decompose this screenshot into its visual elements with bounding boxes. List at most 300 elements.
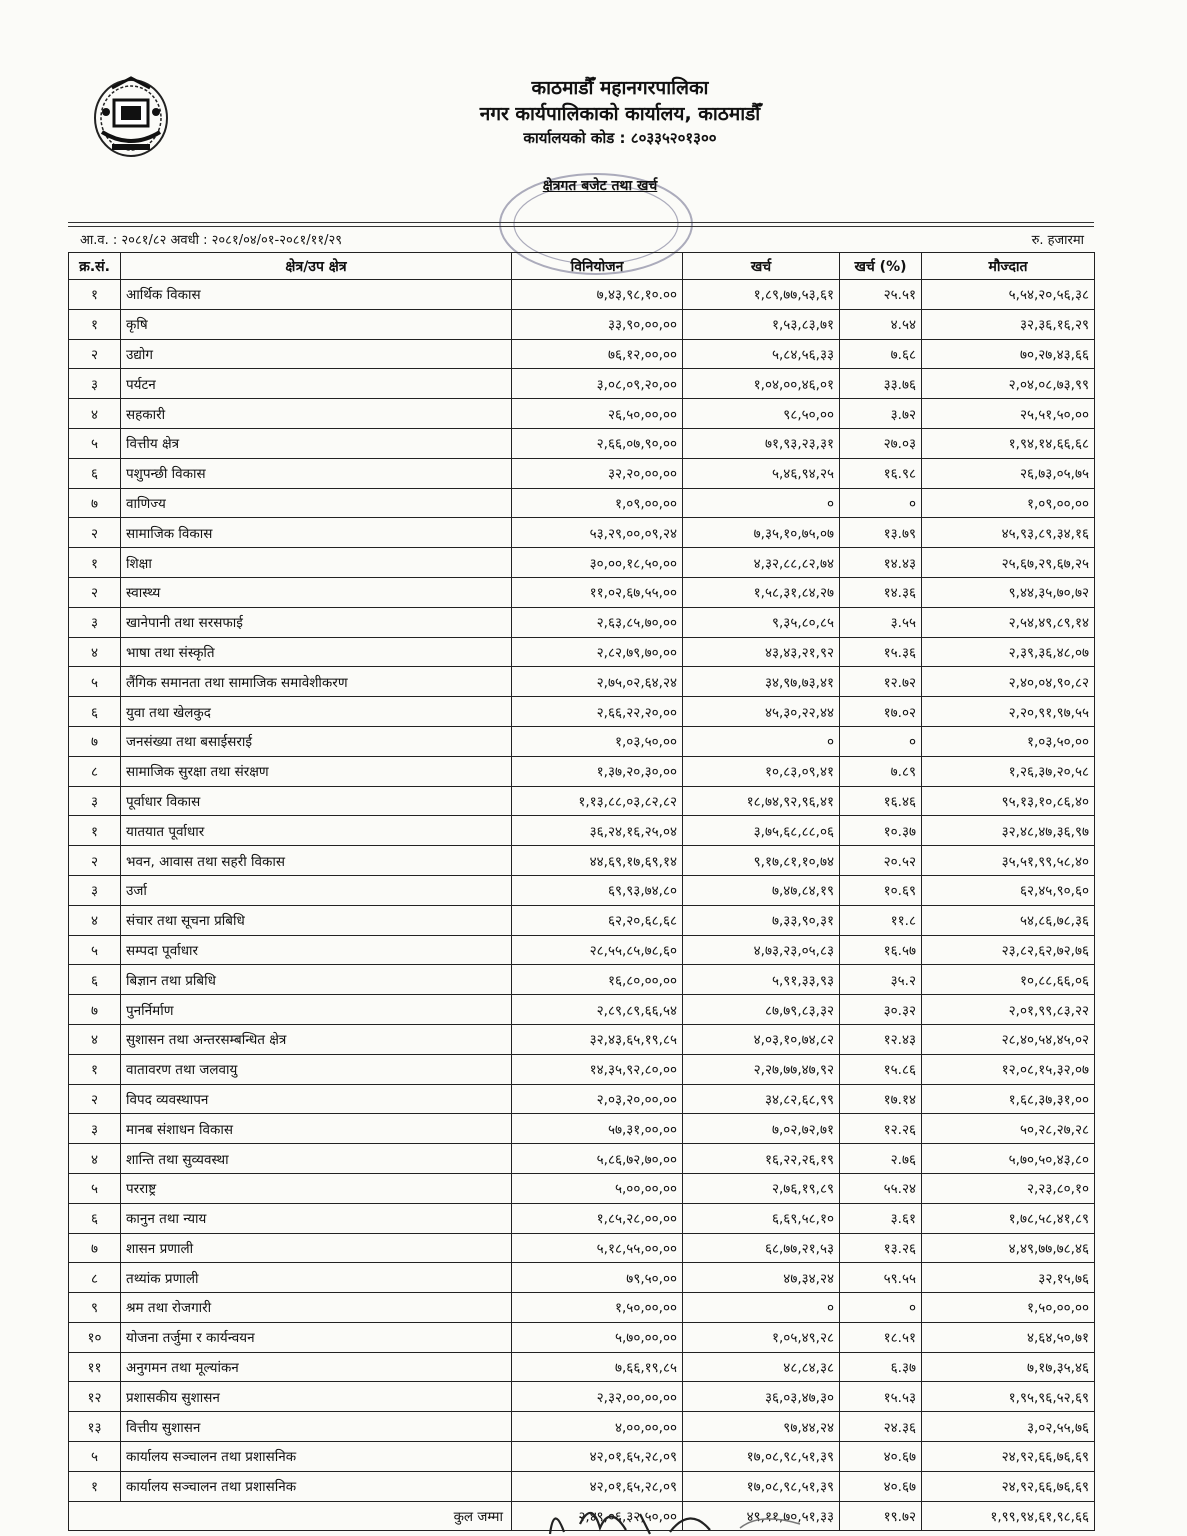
sector-budget-table bbox=[68, 252, 1095, 1531]
row-sector: शिक्षा bbox=[121, 548, 512, 578]
row-allocation: १,०३,५०,०० bbox=[512, 726, 683, 756]
row-expense: १६,२२,२६,१९ bbox=[683, 1144, 840, 1174]
row-serial: २ bbox=[69, 1084, 121, 1114]
row-allocation: २,८९,८९,६६,५४ bbox=[512, 995, 683, 1025]
row-expense-pct: १७.०२ bbox=[840, 697, 922, 727]
row-serial: १० bbox=[69, 1322, 121, 1352]
col-header-sn: क्र.सं. bbox=[69, 253, 121, 280]
row-balance: २४,९२,६६,७६,६९ bbox=[922, 1471, 1095, 1501]
row-serial: ५ bbox=[69, 428, 121, 458]
row-expense-pct: ७.६८ bbox=[840, 339, 922, 369]
row-balance: २५,६७,२९,६७,२५ bbox=[922, 548, 1095, 578]
row-expense: ५,९१,३३,९३ bbox=[683, 965, 840, 995]
row-serial: ७ bbox=[69, 726, 121, 756]
row-expense-pct: १६.९८ bbox=[840, 458, 922, 488]
row-expense: ७१,९३,२३,३१ bbox=[683, 428, 840, 458]
table-row bbox=[69, 905, 1095, 935]
row-balance: २५,५१,५०,०० bbox=[922, 399, 1095, 429]
row-balance: २,०१,९९,८३,२२ bbox=[922, 995, 1095, 1025]
col-header-expense-pct: खर्च (%) bbox=[840, 253, 922, 280]
row-serial: ६ bbox=[69, 697, 121, 727]
row-serial: १३ bbox=[69, 1412, 121, 1442]
row-serial: ३ bbox=[69, 607, 121, 637]
row-serial: २ bbox=[69, 339, 121, 369]
row-balance: ६२,४५,९०,६० bbox=[922, 875, 1095, 905]
row-sector: विपद व्यवस्थापन bbox=[121, 1084, 512, 1114]
row-sector: वाणिज्य bbox=[121, 488, 512, 518]
row-allocation: ५७,३१,००,०० bbox=[512, 1114, 683, 1144]
table-row bbox=[69, 280, 1095, 310]
row-serial: ३ bbox=[69, 369, 121, 399]
row-allocation: ५,८६,७२,७०,०० bbox=[512, 1144, 683, 1174]
row-expense-pct: ६.३७ bbox=[840, 1352, 922, 1382]
row-allocation: २८,५५,८५,७८,६० bbox=[512, 935, 683, 965]
row-balance: १०,८८,६६,०६ bbox=[922, 965, 1095, 995]
row-serial: ३ bbox=[69, 786, 121, 816]
row-allocation: ७९,५०,०० bbox=[512, 1263, 683, 1293]
row-balance: ९,४४,३५,७०,७२ bbox=[922, 577, 1095, 607]
row-allocation: ३०,००,१८,५०,०० bbox=[512, 548, 683, 578]
row-serial: ४ bbox=[69, 1144, 121, 1174]
row-expense: ० bbox=[683, 726, 840, 756]
row-balance: २,५४,४९,८९,१४ bbox=[922, 607, 1095, 637]
table-row bbox=[69, 816, 1095, 846]
table-row bbox=[69, 637, 1095, 667]
row-expense: १,०५,४९,२८ bbox=[683, 1322, 840, 1352]
row-allocation: ४२,०१,६५,२८,०९ bbox=[512, 1442, 683, 1472]
row-expense: १७,०८,९८,५१,३९ bbox=[683, 1471, 840, 1501]
row-expense-pct: ३५.२ bbox=[840, 965, 922, 995]
row-sector: उद्योग bbox=[121, 339, 512, 369]
row-allocation: ७,४३,९८,१०.०० bbox=[512, 280, 683, 310]
row-expense-pct: २०.५२ bbox=[840, 846, 922, 876]
row-expense-pct: ५५.२४ bbox=[840, 1173, 922, 1203]
row-sector: भवन, आवास तथा सहरी विकास bbox=[121, 846, 512, 876]
row-sector: यातयात पूर्वाधार bbox=[121, 816, 512, 846]
row-sector: पुनर्निर्माण bbox=[121, 995, 512, 1025]
municipality-name: काठमाडौँ महानगरपालिका bbox=[531, 77, 709, 99]
row-allocation: ४२,०१,६५,२८,०९ bbox=[512, 1471, 683, 1501]
row-expense: २,२७,७७,४७,९२ bbox=[683, 1054, 840, 1084]
row-sector: परराष्ट्र bbox=[121, 1173, 512, 1203]
row-expense: ९,१७,८१,१०,७४ bbox=[683, 846, 840, 876]
row-expense: ३६,०३,४७,३० bbox=[683, 1382, 840, 1412]
row-serial: ३ bbox=[69, 875, 121, 905]
row-balance: २,४०,०४,९०,८२ bbox=[922, 667, 1095, 697]
row-balance: ९५,१३,१०,८६,४० bbox=[922, 786, 1095, 816]
row-expense-pct: ३०.३२ bbox=[840, 995, 922, 1025]
table-row bbox=[69, 428, 1095, 458]
row-sector: सामाजिक विकास bbox=[121, 518, 512, 548]
row-balance: ४,६४,५०,७१ bbox=[922, 1322, 1095, 1352]
row-sector: शासन प्रणाली bbox=[121, 1233, 512, 1263]
row-balance: १,७८,५८,४१,८९ bbox=[922, 1203, 1095, 1233]
table-row bbox=[69, 607, 1095, 637]
row-allocation: २,६६,२२,२०,०० bbox=[512, 697, 683, 727]
row-sector: वित्तीय सुशासन bbox=[121, 1412, 512, 1442]
row-balance: ५,५४,२०,५६,३८ bbox=[922, 280, 1095, 310]
row-expense: ९७,४४,२४ bbox=[683, 1412, 840, 1442]
row-balance: ४,४९,७७,७८,४६ bbox=[922, 1233, 1095, 1263]
row-expense: २,७६,१९,८९ bbox=[683, 1173, 840, 1203]
row-serial: ४ bbox=[69, 637, 121, 667]
row-balance: २४,९२,६६,७६,६९ bbox=[922, 1442, 1095, 1472]
row-serial: १ bbox=[69, 309, 121, 339]
row-expense: ६,६९,५८,१० bbox=[683, 1203, 840, 1233]
row-expense-pct: १२.४३ bbox=[840, 1024, 922, 1054]
row-serial: ८ bbox=[69, 756, 121, 786]
row-balance: ३,०२,५५,७६ bbox=[922, 1412, 1095, 1442]
table-row bbox=[69, 1084, 1095, 1114]
row-balance: ५,७०,५०,४३,८० bbox=[922, 1144, 1095, 1174]
row-balance: १,९५,९६,५२,६९ bbox=[922, 1382, 1095, 1412]
row-sector: संचार तथा सूचना प्रबिधि bbox=[121, 905, 512, 935]
row-expense: १०,८३,०९,४१ bbox=[683, 756, 840, 786]
row-sector: सहकारी bbox=[121, 399, 512, 429]
table-row bbox=[69, 488, 1095, 518]
row-sector: बिज्ञान तथा प्रबिधि bbox=[121, 965, 512, 995]
row-expense-pct: १७.१४ bbox=[840, 1084, 922, 1114]
table-row bbox=[69, 399, 1095, 429]
table-row bbox=[69, 548, 1095, 578]
row-expense-pct: १४.३६ bbox=[840, 577, 922, 607]
row-sector: योजना तर्जुमा र कार्यन्वयन bbox=[121, 1322, 512, 1352]
row-balance: १,२६,३७,२०,५८ bbox=[922, 756, 1095, 786]
row-expense: ८७,७९,८३,३२ bbox=[683, 995, 840, 1025]
row-expense: ७,३५,१०,७५,०७ bbox=[683, 518, 840, 548]
row-sector: कार्यालय सञ्चालन तथा प्रशासनिक bbox=[121, 1471, 512, 1501]
row-balance: १,५०,००,०० bbox=[922, 1293, 1095, 1323]
row-expense: १,५३,८३,७१ bbox=[683, 309, 840, 339]
row-allocation: ११,०२,६७,५५,०० bbox=[512, 577, 683, 607]
row-expense-pct: १२.७२ bbox=[840, 667, 922, 697]
table-row bbox=[69, 756, 1095, 786]
row-balance: २,२०,९१,९७,५५ bbox=[922, 697, 1095, 727]
row-allocation: ५,७०,००,०० bbox=[512, 1322, 683, 1352]
row-expense-pct: ५९.५५ bbox=[840, 1263, 922, 1293]
table-row bbox=[69, 1024, 1095, 1054]
row-serial: ७ bbox=[69, 488, 121, 518]
row-balance: २६,७३,०५,७५ bbox=[922, 458, 1095, 488]
row-allocation: १४,३५,९२,८०,०० bbox=[512, 1054, 683, 1084]
col-header-allocation: विनियोजन bbox=[512, 253, 683, 280]
row-sector: भाषा तथा संस्कृति bbox=[121, 637, 512, 667]
fiscal-period: आ.व. : २०८१/८२ अवधी : २०८१/०४/०१-२०८१/११/२९ bbox=[80, 233, 343, 248]
row-expense-pct: ३.६१ bbox=[840, 1203, 922, 1233]
row-serial: ३ bbox=[69, 1114, 121, 1144]
row-expense-pct: २७.०३ bbox=[840, 428, 922, 458]
table-row bbox=[69, 667, 1095, 697]
row-sector: युवा तथा खेलकुद bbox=[121, 697, 512, 727]
table-row bbox=[69, 995, 1095, 1025]
row-sector: खानेपानी तथा सरसफाई bbox=[121, 607, 512, 637]
row-serial: ४ bbox=[69, 399, 121, 429]
office-code: कार्यालयको कोड : ८०३३५२०१३०० bbox=[523, 129, 717, 147]
row-sector: शान्ति तथा सुव्यवस्था bbox=[121, 1144, 512, 1174]
row-expense: ४७,३४,२४ bbox=[683, 1263, 840, 1293]
row-expense: ० bbox=[683, 488, 840, 518]
row-expense: ४,०३,१०,७४,८२ bbox=[683, 1024, 840, 1054]
row-expense: ३४,९७,७३,४१ bbox=[683, 667, 840, 697]
col-header-sector: क्षेत्र/उप क्षेत्र bbox=[121, 253, 512, 280]
row-expense: १८,७४,९२,९६,४१ bbox=[683, 786, 840, 816]
row-balance: १२,०८,१५,३२,०७ bbox=[922, 1054, 1095, 1084]
row-serial: १ bbox=[69, 548, 121, 578]
row-sector: सम्पदा पूर्वाधार bbox=[121, 935, 512, 965]
row-expense: ७,३३,९०,३१ bbox=[683, 905, 840, 935]
row-expense-pct: २४.३६ bbox=[840, 1412, 922, 1442]
row-balance: ७,१७,३५,४६ bbox=[922, 1352, 1095, 1382]
table-row bbox=[69, 1442, 1095, 1472]
row-expense: ३४,८२,६८,९९ bbox=[683, 1084, 840, 1114]
row-expense-pct: ३३.७६ bbox=[840, 369, 922, 399]
row-expense-pct: २.७६ bbox=[840, 1144, 922, 1174]
row-sector: श्रम तथा रोजगारी bbox=[121, 1293, 512, 1323]
row-balance: ७०,२७,४३,६६ bbox=[922, 339, 1095, 369]
row-expense: १,५८,३१,८४,२७ bbox=[683, 577, 840, 607]
table-row bbox=[69, 577, 1095, 607]
total-balance: १,९९,९४,६१,९८,६६ bbox=[922, 1501, 1095, 1531]
row-expense-pct: ४.५४ bbox=[840, 309, 922, 339]
table-row bbox=[69, 1233, 1095, 1263]
row-balance: ३५,५१,९९,५८,४० bbox=[922, 846, 1095, 876]
row-sector: सुशासन तथा अन्तरसम्बन्धित क्षेत्र bbox=[121, 1024, 512, 1054]
table-row bbox=[69, 1293, 1095, 1323]
row-expense: ४५,३०,२२,४४ bbox=[683, 697, 840, 727]
table-row bbox=[69, 1382, 1095, 1412]
row-sector: मानब संशाधन विकास bbox=[121, 1114, 512, 1144]
row-expense: १,८९,७७,५३,६१ bbox=[683, 280, 840, 310]
row-expense-pct: १४.४३ bbox=[840, 548, 922, 578]
row-serial: ७ bbox=[69, 995, 121, 1025]
row-serial: ६ bbox=[69, 1203, 121, 1233]
row-expense: ५,८४,५६,३३ bbox=[683, 339, 840, 369]
row-balance: ३२,१५,७६ bbox=[922, 1263, 1095, 1293]
row-allocation: १,५०,००,०० bbox=[512, 1293, 683, 1323]
row-sector: वित्तीय क्षेत्र bbox=[121, 428, 512, 458]
row-balance: १,०९,००,०० bbox=[922, 488, 1095, 518]
row-serial: ४ bbox=[69, 1024, 121, 1054]
table-row bbox=[69, 697, 1095, 727]
row-serial: ४ bbox=[69, 905, 121, 935]
row-allocation: ३२,४३,६५,१९,८५ bbox=[512, 1024, 683, 1054]
row-expense-pct: ० bbox=[840, 1293, 922, 1323]
table-row bbox=[69, 309, 1095, 339]
row-expense-pct: १३.७९ bbox=[840, 518, 922, 548]
table-row bbox=[69, 1114, 1095, 1144]
row-serial: १ bbox=[69, 280, 121, 310]
total-label: कुल जम्मा bbox=[69, 1501, 512, 1531]
table-row bbox=[69, 1263, 1095, 1293]
row-expense: ४,३२,८८,८२,७४ bbox=[683, 548, 840, 578]
row-expense-pct: १६.५७ bbox=[840, 935, 922, 965]
row-expense-pct: ४०.६७ bbox=[840, 1471, 922, 1501]
row-allocation: ४४,६९,१७,६९,१४ bbox=[512, 846, 683, 876]
row-expense-pct: १३.२६ bbox=[840, 1233, 922, 1263]
row-expense-pct: १५.८६ bbox=[840, 1054, 922, 1084]
row-sector: पूर्वाधार विकास bbox=[121, 786, 512, 816]
document-title: क्षेत्रगत बजेट तथा खर्च bbox=[542, 178, 658, 194]
row-expense: ४८,८४,३८ bbox=[683, 1352, 840, 1382]
row-balance: ३२,४८,४७,३६,९७ bbox=[922, 816, 1095, 846]
row-allocation: ५,००,००,०० bbox=[512, 1173, 683, 1203]
row-serial: १ bbox=[69, 1471, 121, 1501]
row-balance: ३२,३६,१६,२९ bbox=[922, 309, 1095, 339]
table-header-row bbox=[69, 253, 1095, 280]
row-expense: ७,०२,७२,७१ bbox=[683, 1114, 840, 1144]
table-row bbox=[69, 1203, 1095, 1233]
row-balance: ४५,९३,८९,३४,१६ bbox=[922, 518, 1095, 548]
table-row bbox=[69, 458, 1095, 488]
row-balance: ५४,८६,७८,३६ bbox=[922, 905, 1095, 935]
row-expense-pct: ० bbox=[840, 726, 922, 756]
row-expense: ५,४६,९४,२५ bbox=[683, 458, 840, 488]
row-balance: २,०४,०८,७३,९९ bbox=[922, 369, 1095, 399]
row-sector: स्वास्थ्य bbox=[121, 577, 512, 607]
row-sector: उर्जा bbox=[121, 875, 512, 905]
row-expense-pct: ४०.६७ bbox=[840, 1442, 922, 1472]
row-serial: १ bbox=[69, 1054, 121, 1084]
table-row bbox=[69, 369, 1095, 399]
document-header bbox=[300, 75, 940, 149]
row-serial: ११ bbox=[69, 1352, 121, 1382]
row-expense: ३,७५,६८,८८,०६ bbox=[683, 816, 840, 846]
row-expense: ४,७३,२३,०५,८३ bbox=[683, 935, 840, 965]
row-expense-pct: १५.३६ bbox=[840, 637, 922, 667]
table-row bbox=[69, 935, 1095, 965]
row-expense: ९,३५,८०,८५ bbox=[683, 607, 840, 637]
row-sector: अनुगमन तथा मूल्यांकन bbox=[121, 1352, 512, 1382]
row-expense-pct: ११.८ bbox=[840, 905, 922, 935]
row-allocation: ५,१८,५५,००,०० bbox=[512, 1233, 683, 1263]
row-allocation: १६,८०,००,०० bbox=[512, 965, 683, 995]
row-allocation: १,८५,२८,००,०० bbox=[512, 1203, 683, 1233]
table-row bbox=[69, 965, 1095, 995]
row-allocation: ६२,२०,६८,६८ bbox=[512, 905, 683, 935]
table-row bbox=[69, 1352, 1095, 1382]
row-serial: ८ bbox=[69, 1263, 121, 1293]
row-allocation: २,३२,००,००,०० bbox=[512, 1382, 683, 1412]
row-allocation: ७,६६,१९,८५ bbox=[512, 1352, 683, 1382]
row-serial: १२ bbox=[69, 1382, 121, 1412]
row-allocation: ३३,९०,००,०० bbox=[512, 309, 683, 339]
table-row bbox=[69, 1322, 1095, 1352]
row-allocation: २,८२,७९,७०,०० bbox=[512, 637, 683, 667]
row-allocation: ४,००,००,०० bbox=[512, 1412, 683, 1442]
office-name: नगर कार्यपालिकाको कार्यालय, काठमाडौँ bbox=[479, 103, 761, 125]
row-serial: ६ bbox=[69, 965, 121, 995]
row-balance: ५०,२८,२७,२८ bbox=[922, 1114, 1095, 1144]
table-row bbox=[69, 518, 1095, 548]
row-allocation: ७६,१२,००,०० bbox=[512, 339, 683, 369]
row-serial: ५ bbox=[69, 1173, 121, 1203]
municipality-emblem-icon bbox=[92, 72, 170, 158]
table-row bbox=[69, 1144, 1095, 1174]
row-sector: कृषि bbox=[121, 309, 512, 339]
row-serial: १ bbox=[69, 816, 121, 846]
row-serial: ६ bbox=[69, 458, 121, 488]
row-expense-pct: १५.५३ bbox=[840, 1382, 922, 1412]
row-expense: ७,४७,८४,१९ bbox=[683, 875, 840, 905]
row-sector: वातावरण तथा जलवायु bbox=[121, 1054, 512, 1084]
row-balance: २,२३,८०,१० bbox=[922, 1173, 1095, 1203]
row-expense-pct: ३.७२ bbox=[840, 399, 922, 429]
row-allocation: २,७५,०२,६४,२४ bbox=[512, 667, 683, 697]
row-expense: १७,०८,९८,५१,३९ bbox=[683, 1442, 840, 1472]
table-row bbox=[69, 875, 1095, 905]
row-allocation: १,१३,८८,०३,८२,८२ bbox=[512, 786, 683, 816]
table-row bbox=[69, 1054, 1095, 1084]
row-balance: २८,४०,५४,४५,०२ bbox=[922, 1024, 1095, 1054]
row-allocation: २,६३,८५,७०,०० bbox=[512, 607, 683, 637]
table-row bbox=[69, 1412, 1095, 1442]
row-expense: ९८,५०,०० bbox=[683, 399, 840, 429]
row-serial: ९ bbox=[69, 1293, 121, 1323]
row-expense-pct: १६.४६ bbox=[840, 786, 922, 816]
row-sector: पशुपन्छी विकास bbox=[121, 458, 512, 488]
row-sector: सामाजिक सुरक्षा तथा संरक्षण bbox=[121, 756, 512, 786]
currency-unit: रु. हजारमा bbox=[1031, 233, 1084, 248]
row-expense-pct: २५.५१ bbox=[840, 280, 922, 310]
table-row bbox=[69, 846, 1095, 876]
row-expense: ४३,४३,२१,९२ bbox=[683, 637, 840, 667]
col-header-balance: मौज्दात bbox=[922, 253, 1095, 280]
row-sector: पर्यटन bbox=[121, 369, 512, 399]
total-allocation: २,४९,०६,३२,५०,०० bbox=[512, 1501, 683, 1531]
signature-mark-icon bbox=[540, 1494, 820, 1536]
row-serial: २ bbox=[69, 846, 121, 876]
row-sector: जनसंख्या तथा बसाईसराई bbox=[121, 726, 512, 756]
row-expense-pct: ० bbox=[840, 488, 922, 518]
row-sector: आर्थिक विकास bbox=[121, 280, 512, 310]
row-allocation: १,३७,२०,३०,०० bbox=[512, 756, 683, 786]
row-expense: ० bbox=[683, 1293, 840, 1323]
row-sector: प्रशासकीय सुशासन bbox=[121, 1382, 512, 1412]
row-expense: १,०४,००,४६,०१ bbox=[683, 369, 840, 399]
col-header-expense: खर्च bbox=[683, 253, 840, 280]
row-expense-pct: १०.३७ bbox=[840, 816, 922, 846]
row-expense-pct: १८.५१ bbox=[840, 1322, 922, 1352]
report-meta bbox=[72, 227, 1092, 251]
row-balance: २३,८२,६२,७२,७६ bbox=[922, 935, 1095, 965]
row-sector: लैंगिक समानता तथा सामाजिक समावेशीकरण bbox=[121, 667, 512, 697]
table-row bbox=[69, 339, 1095, 369]
row-balance: १,६८,३७,३१,०० bbox=[922, 1084, 1095, 1114]
row-allocation: १,०९,००,०० bbox=[512, 488, 683, 518]
row-serial: २ bbox=[69, 577, 121, 607]
row-serial: २ bbox=[69, 518, 121, 548]
row-serial: ५ bbox=[69, 667, 121, 697]
row-sector: कार्यालय सञ्चालन तथा प्रशासनिक bbox=[121, 1442, 512, 1472]
row-allocation: ५३,२९,००,०९,२४ bbox=[512, 518, 683, 548]
row-allocation: ३,०८,०९,२०,०० bbox=[512, 369, 683, 399]
row-expense-pct: १२.२६ bbox=[840, 1114, 922, 1144]
row-expense-pct: ३.५५ bbox=[840, 607, 922, 637]
row-allocation: २,६६,०७,९०,०० bbox=[512, 428, 683, 458]
row-allocation: ३२,२०,००,०० bbox=[512, 458, 683, 488]
row-expense-pct: १०.६९ bbox=[840, 875, 922, 905]
total-expense: ४९,११,७०,५१,३३ bbox=[683, 1501, 840, 1531]
row-allocation: २,०३,२०,००,०० bbox=[512, 1084, 683, 1114]
row-sector: तथ्यांक प्रणाली bbox=[121, 1263, 512, 1293]
row-balance: १,०३,५०,०० bbox=[922, 726, 1095, 756]
row-serial: ७ bbox=[69, 1233, 121, 1263]
row-expense: ६८,७७,२१,५३ bbox=[683, 1233, 840, 1263]
row-serial: ५ bbox=[69, 935, 121, 965]
row-allocation: ६९,९३,७४,८० bbox=[512, 875, 683, 905]
row-balance: २,३९,३६,४८,०७ bbox=[922, 637, 1095, 667]
table-row bbox=[69, 786, 1095, 816]
